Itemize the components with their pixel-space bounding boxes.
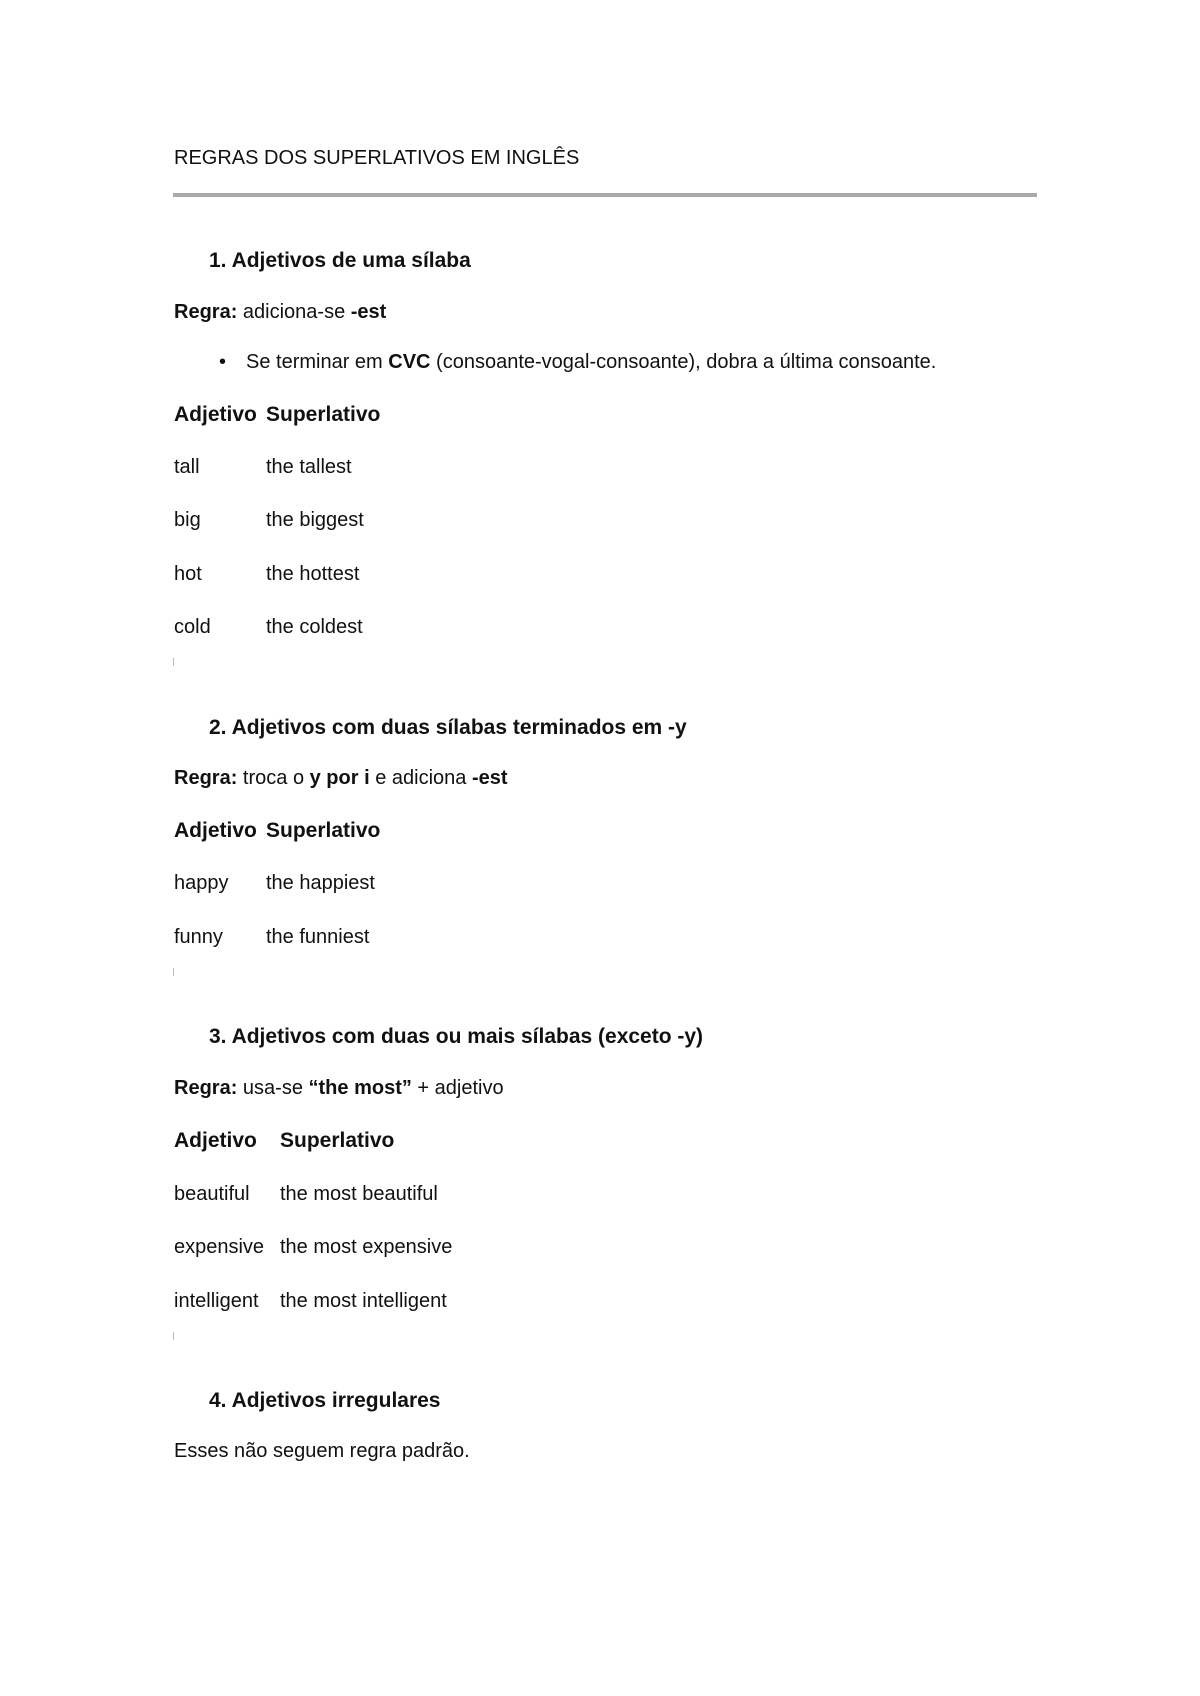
table-1-cell: hot [174, 563, 202, 585]
table-1-header-superlative: Superlativo [266, 403, 381, 426]
paragraph-mark [173, 658, 174, 666]
table-2-cell: happy [174, 872, 229, 894]
table-3-cell: the most expensive [280, 1236, 453, 1258]
section-3-heading: 3. Adjetivos com duas ou mais sílabas (exceto -y) [209, 1025, 704, 1048]
table-3-cell: the most beautiful [280, 1183, 438, 1205]
section-2-rule [174, 768, 508, 788]
table-2-cell: the happiest [266, 872, 375, 894]
section-1-rule [174, 302, 386, 322]
paragraph-mark [173, 1332, 174, 1340]
rule-label: Regra: [174, 767, 238, 789]
document-title: REGRAS DOS SUPERLATIVOS EM INGLÊS [174, 147, 580, 169]
table-3-cell: intelligent [174, 1290, 259, 1312]
table-2-cell: funny [174, 926, 223, 948]
rule-label: Regra: [174, 301, 238, 323]
table-2-header-superlative: Superlativo [266, 819, 381, 842]
rule-emphasis: “the most” [308, 1077, 412, 1099]
note-term: CVC [388, 351, 431, 373]
section-3-rule [174, 1078, 504, 1098]
table-1-cell: the coldest [266, 616, 363, 638]
horizontal-rule [173, 193, 1037, 197]
table-1-cell: the tallest [266, 456, 352, 478]
table-1-cell: big [174, 509, 201, 531]
section-4-text: Esses não seguem regra padrão. [174, 1440, 470, 1462]
table-3-header-superlative: Superlativo [280, 1129, 395, 1152]
table-3-cell: beautiful [174, 1183, 250, 1205]
rule-text: usa-se [242, 1077, 309, 1099]
table-1-header-adjective: Adjetivo [174, 403, 257, 426]
section-2-heading: 2. Adjetivos com duas sílabas terminados em -y [209, 716, 687, 739]
rule-emphasis: y por i [309, 767, 370, 789]
table-2-header-adjective: Adjetivo [174, 819, 257, 842]
section-4-heading: 4. Adjetivos irregulares [209, 1389, 441, 1412]
table-3-cell: the most intelligent [280, 1290, 447, 1312]
table-1-cell: cold [174, 616, 211, 638]
rule-label: Regra: [174, 1077, 238, 1099]
table-2-cell: the funniest [266, 926, 370, 948]
bullet-marker: • [219, 351, 227, 373]
rule-text: adiciona-se [242, 301, 351, 323]
rule-suffix: -est [471, 767, 508, 789]
rule-suffix: -est [350, 301, 387, 323]
section-1-note [246, 352, 936, 372]
note-explanation: (consoante-vogal-consoante), dobra a última consoante. [430, 351, 937, 373]
section-1-heading: 1. Adjetivos de uma sílaba [209, 249, 471, 272]
table-1-cell: tall [174, 456, 200, 478]
rule-text: e adiciona [369, 767, 472, 789]
note-text: Se terminar em [246, 351, 389, 373]
rule-text: + adjetivo [411, 1077, 504, 1099]
table-3-header-adjective: Adjetivo [174, 1129, 257, 1152]
table-1-cell: the biggest [266, 509, 364, 531]
paragraph-mark [173, 968, 174, 976]
table-3-cell: expensive [174, 1236, 265, 1258]
table-1-cell: the hottest [266, 563, 360, 585]
rule-text: troca o [242, 767, 310, 789]
